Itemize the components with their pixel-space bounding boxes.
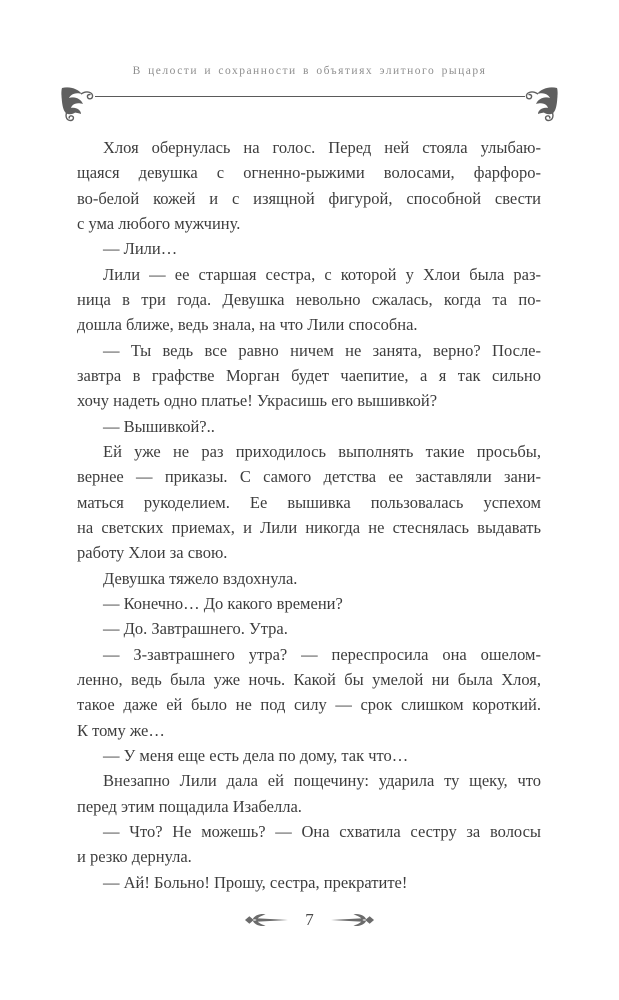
text-line: Внезапно Лили дала ей пощечину: ударила ту щеку, что — [103, 771, 541, 791]
text-line: вернее — приказы. С самого детства ее заставляли зани- — [77, 467, 541, 487]
text-line: и резко дернула. — [77, 847, 192, 867]
text-line: Девушка тяжело вздохнула. — [103, 568, 298, 588]
text-line: К тому же… — [77, 720, 165, 740]
paragraph — [77, 616, 541, 641]
text-line: — Вышивкой?.. — [103, 416, 215, 436]
text-line: — До. Завтрашнего. Утра. — [103, 619, 288, 639]
text-line: ница в три года. Девушка невольно сжалась, когда та по- — [77, 289, 541, 309]
text-line: такое даже ей было не под силу — срок слишком короткий. — [77, 695, 541, 715]
page-footer — [0, 910, 619, 930]
paragraph — [77, 591, 541, 616]
text-line: на светских приемах, и Лили никогда не стеснялась выдавать — [77, 517, 541, 537]
text-line: — У меня еще есть дела по дому, так что… — [103, 745, 409, 765]
text-line: дошла ближе, ведь знала, на что Лили способна. — [77, 315, 418, 335]
paragraph — [77, 566, 541, 591]
text-line: Лили — ее старшая сестра, с которой у Хлои была раз- — [103, 264, 541, 284]
page-text — [77, 135, 541, 895]
text-line: маться рукоделием. Ее вышивка пользовалась успехом — [77, 492, 541, 512]
corner-flourish-icon — [59, 85, 97, 123]
paragraph — [77, 414, 541, 439]
paragraph — [77, 262, 541, 338]
text-line: — Конечно… До какого времени? — [103, 593, 343, 613]
text-line: Ей уже не раз приходилось выполнять такие просьбы, — [103, 441, 541, 461]
text-line: Хлоя обернулась на голос. Перед ней стояла улыбаю- — [103, 138, 541, 157]
paragraph — [77, 236, 541, 261]
text-line: щаяся девушка с огненно-рыжими волосами, фарфоро- — [77, 163, 541, 183]
text-line: завтра в графстве Морган будет чаепитие, а я так сильно — [77, 365, 541, 385]
text-line: — З-завтрашнего утра? — переспросила она ошелом- — [103, 644, 541, 664]
paragraph — [77, 743, 541, 768]
paragraph — [77, 338, 541, 414]
text-line: ленно, ведь была уже ночь. Какой бы умелой ни была Хлоя, — [77, 669, 541, 689]
page-number: 7 — [305, 910, 314, 929]
text-line: с ума любого мужчину. — [77, 213, 241, 233]
paragraph — [77, 642, 541, 743]
paragraph — [77, 768, 541, 819]
chapter-title: В целости и сохранности в объятиях элитного рыцаря — [132, 65, 487, 77]
text-line: — Лили… — [103, 239, 178, 259]
text-line: — Ты ведь все равно ничем не занята, верно? После- — [103, 340, 541, 360]
paragraph — [77, 439, 541, 566]
header-divider — [95, 96, 525, 97]
text-line: — Что? Не можешь? — Она схватила сестру за волосы — [103, 821, 541, 841]
paragraph — [77, 819, 541, 870]
corner-flourish-icon — [522, 85, 560, 123]
text-line: хочу надеть одно платье! Украсишь его вышивкой? — [77, 391, 438, 411]
page-number-arrow-icon — [244, 913, 289, 927]
paragraph — [77, 870, 541, 895]
text-line: работу Хлои за свою. — [77, 543, 228, 563]
page-number-arrow-icon — [330, 913, 375, 927]
text-line: — Ай! Больно! Прошу, сестра, прекратите! — [103, 872, 408, 892]
text-line: во-белой кожей и с изящной фигурой, способной свести — [77, 188, 541, 208]
paragraph — [77, 135, 541, 236]
text-line: перед этим пощадила Изабелла. — [77, 796, 302, 816]
